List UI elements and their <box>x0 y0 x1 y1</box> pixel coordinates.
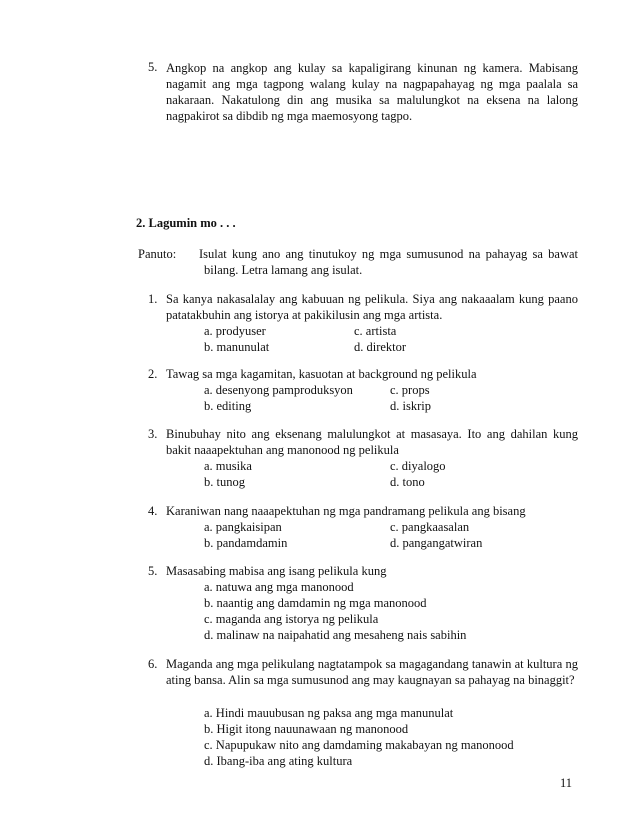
question-number: 5. <box>148 564 158 578</box>
option-d: d. malinaw na naipahatid ang mesaheng nais sabihin <box>204 628 467 642</box>
directions-line2: bilang. Letra lamang ang isulat. <box>204 263 363 277</box>
page-number: 11 <box>560 776 573 790</box>
question-number: 4. <box>148 504 158 518</box>
option-a: a. pangkaisipan <box>204 520 282 534</box>
option-b: b. tunog <box>204 475 245 489</box>
question-text: Binubuhay nito ang eksenang malulungkot at masasaya. Ito ang dahilan kung bakit naaapektuhan ang manonood ng pelikula <box>166 427 578 457</box>
question-text: Tawag sa mga kagamitan, kasuotan at background ng pelikula <box>166 367 477 381</box>
option-b: b. editing <box>204 399 252 413</box>
option-c: c. artista <box>354 324 397 338</box>
directions-line1: Isulat kung ano ang tinutukoy ng mga sumusunod na pahayag sa bawat <box>199 247 578 261</box>
question-text: Maganda ang mga pelikulang nagtatampok sa magagandang tanawin at kultura ng ating bansa. Alin sa mga sumusunod ang may kaugnayan sa pahayag na binaggit? <box>166 657 578 687</box>
option-a: a. natuwa ang mga manonood <box>204 580 354 594</box>
option-c: c. diyalogo <box>390 459 446 473</box>
directions-label: Panuto: <box>138 247 177 261</box>
option-b: b. naantig ang damdamin ng mga manonood <box>204 596 427 610</box>
option-c: c. props <box>390 383 430 397</box>
option-d: d. Ibang-iba ang ating kultura <box>204 754 353 768</box>
question-number: 6. <box>148 657 158 671</box>
question-number: 2. <box>148 367 158 381</box>
question-number: 3. <box>148 427 158 441</box>
option-b: b. manunulat <box>204 340 270 354</box>
question-number: 1. <box>148 292 158 306</box>
option-a: a. desenyong pamproduksyon <box>204 383 353 397</box>
item5-number: 5. <box>148 60 158 74</box>
option-a: a. Hindi mauubusan ng paksa ang mga manunulat <box>204 706 454 720</box>
question-text: Karaniwan nang naaapektuhan ng mga pandramang pelikula ang bisang <box>166 504 526 518</box>
option-a: a. musika <box>204 459 252 473</box>
item5-text: Angkop na angkop ang kulay sa kapaligirang kinunan ng kamera. Mabisang nagamit ang mga tagpong walang kulay na nagpapahayag ng mga paalala sa nakaraan. Nakatulong din ang musika sa malulungkot na eksena na lalong nagpakirot sa dibdib ng mga maemosyong tagpo. <box>166 61 578 123</box>
option-d: d. direktor <box>354 340 407 354</box>
option-d: d. iskrip <box>390 399 431 413</box>
option-c: c. maganda ang istorya ng pelikula <box>204 612 379 626</box>
question-text: Sa kanya nakasalalay ang kabuuan ng pelikula. Siya ang nakaaalam kung paano patatakbuhin ang istorya at pakikilusin ang mga artista. <box>166 292 578 322</box>
option-b: b. Higit itong nauunawaan ng manonood <box>204 722 409 736</box>
option-d: d. pangangatwiran <box>390 536 483 550</box>
question-text: Masasabing mabisa ang isang pelikula kung <box>166 564 387 578</box>
option-d: d. tono <box>390 475 425 489</box>
option-a: a. prodyuser <box>204 324 266 338</box>
option-b: b. pandamdamin <box>204 536 288 550</box>
option-c: c. pangkaasalan <box>390 520 470 534</box>
section-title: 2. Lagumin mo . . . <box>136 216 236 230</box>
option-c: c. Napupukaw nito ang damdaming makabayan ng manonood <box>204 738 514 752</box>
